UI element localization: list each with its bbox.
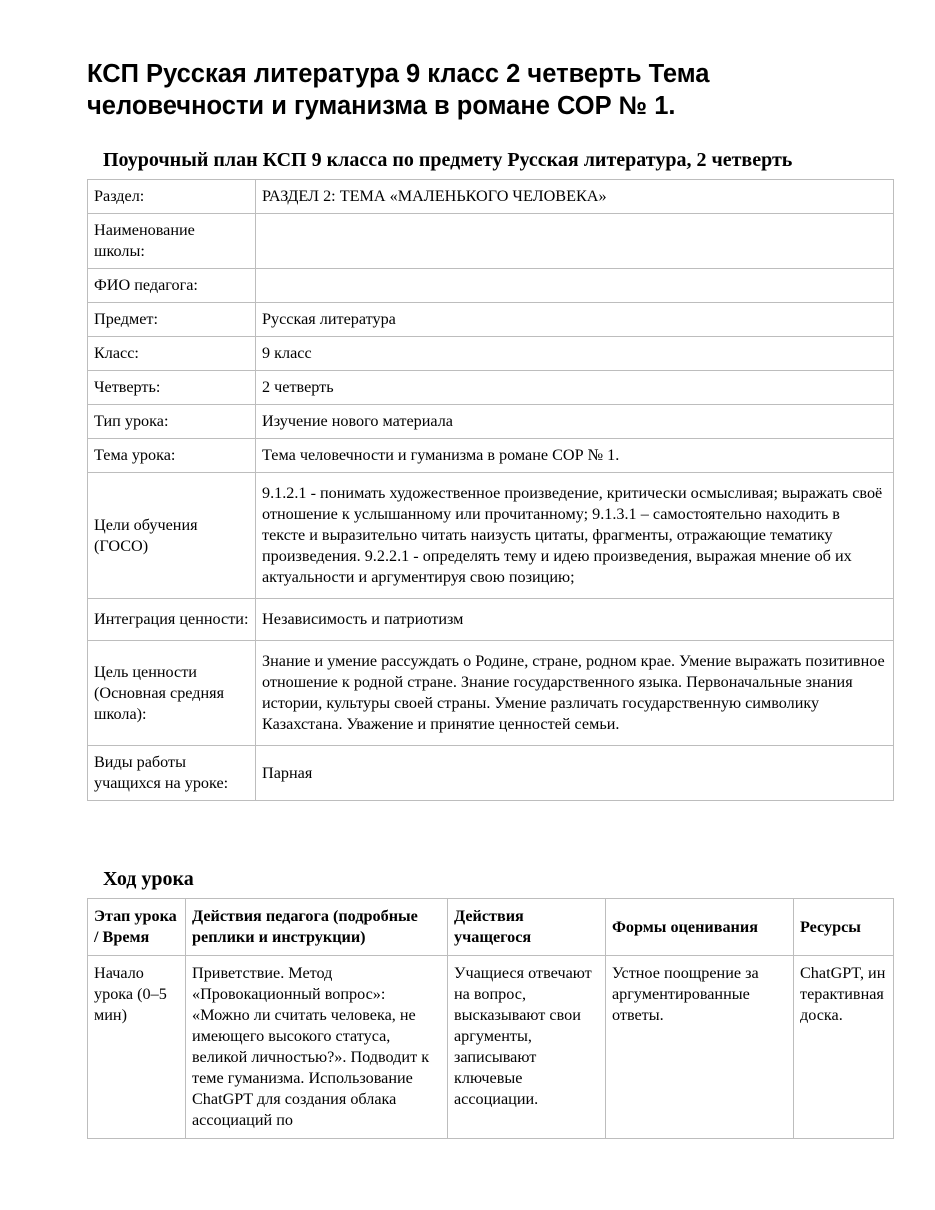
plan-value: Парная [256,746,894,801]
plan-row-subject [88,303,894,337]
plan-value: 9.1.2.1 - понимать художественное произведение, критически осмысливая; выражать своё отношение к услышанному или прочитанному; 9.1.3.1 – самостоятельно находить в тексте и выразительно читать наизусть цитаты, фрагменты, отражающие тематику произведения. 9.2.2.1 - определять тему и идею произведения, выражая мнение об их актуальности и аргументируя свою позицию; [256,473,894,599]
plan-label: Цель ценности (Основная средняя школа): [88,641,256,746]
plan-label: Класс: [88,337,256,371]
lesson-row [88,956,894,1139]
plan-label: Виды работы учащихся на уроке: [88,746,256,801]
plan-row-value-integration [88,599,894,641]
column-header-student-actions: Действия учащегося [448,899,606,956]
lesson-teacher-actions: Приветствие. Метод «Провокационный вопрос»: «Можно ли считать человека, не имеющего высокого статуса, великой личностью?». Подводит к теме гуманизма. Использование ChatGPT для создания облака ассоциаций по [186,956,448,1139]
plan-row-value-goal [88,641,894,746]
lesson-student-actions: Учащиеся отвечают на вопрос, высказывают свои аргументы, записывают ключевые ассоциации. [448,956,606,1139]
lesson-stage: Начало урока (0–5 мин) [88,956,186,1139]
document-title: КСП Русская литература 9 класс 2 четверть Тема человечности и гуманизма в романе СОР № 1. [87,60,710,120]
plan-label: Интеграция ценности: [88,599,256,641]
plan-label: Цели обучения (ГОСО) [88,473,256,599]
plan-label: Тип урока: [88,405,256,439]
column-header-resources: Ресурсы [794,899,894,956]
plan-table [87,179,894,801]
plan-value [256,214,894,269]
plan-row-work-types [88,746,894,801]
plan-label: Раздел: [88,180,256,214]
plan-value: 9 класс [256,337,894,371]
plan-value: РАЗДЕЛ 2: ТЕМА «МАЛЕНЬКОГО ЧЕЛОВЕКА» [256,180,894,214]
plan-row-teacher [88,269,894,303]
plan-row-quarter [88,371,894,405]
plan-label: Тема урока: [88,439,256,473]
plan-value: Изучение нового материала [256,405,894,439]
plan-row-grade [88,337,894,371]
lesson-table [87,898,894,1139]
plan-value: Тема человечности и гуманизма в романе СОР № 1. [256,439,894,473]
plan-row-lesson-type [88,405,894,439]
plan-value: Знание и умение рассуждать о Родине, стране, родном крае. Умение выражать позитивное отношение к родной стране. Знание государственного языка. Первоначальные знания истории, культуры своей страны. Умение различать государственную символику Казахстана. Уважение и принятие ценностей семьи. [256,641,894,746]
lesson-header-row [88,899,894,956]
column-header-stage: Этап урока / Время [88,899,186,956]
plan-value: Русская литература [256,303,894,337]
plan-heading: Поурочный план КСП 9 класса по предмету Русская литература, 2 четверть [103,149,793,171]
plan-value: Независимость и патриотизм [256,599,894,641]
lesson-heading: Ход урока [103,868,194,890]
plan-label: ФИО педагога: [88,269,256,303]
lesson-resources: ChatGPT, интерактивная доска. [794,956,894,1139]
column-header-teacher-actions: Действия педагога (подробные реплики и инструкции) [186,899,448,956]
plan-label: Четверть: [88,371,256,405]
plan-row-learning-goals [88,473,894,599]
lesson-assessment: Устное поощрение за аргументированные ответы. [606,956,794,1139]
column-header-assessment: Формы оценивания [606,899,794,956]
plan-value: 2 четверть [256,371,894,405]
plan-row-section [88,180,894,214]
plan-label: Наименование школы: [88,214,256,269]
plan-row-school [88,214,894,269]
plan-value [256,269,894,303]
plan-label: Предмет: [88,303,256,337]
plan-row-lesson-topic [88,439,894,473]
